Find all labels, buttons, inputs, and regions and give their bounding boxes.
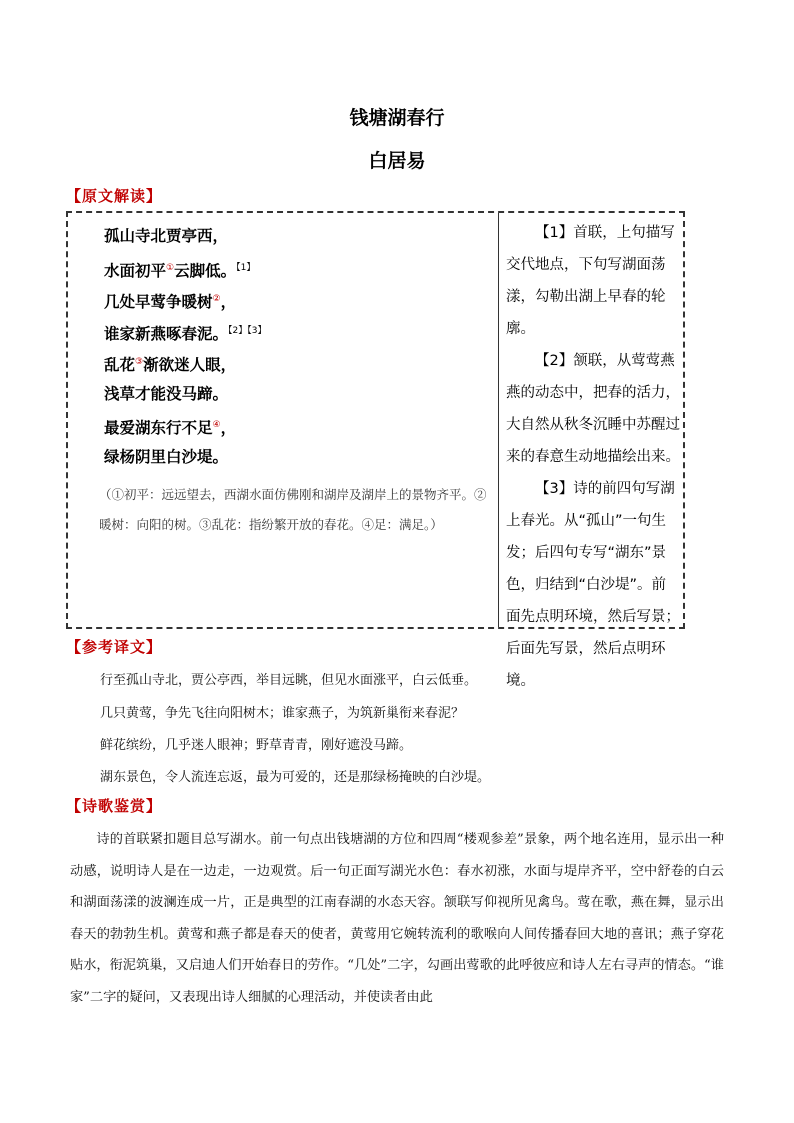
section-appreciation-label: 【诗歌鉴赏】 (66, 797, 163, 815)
poem-line-3: 几处早莺争暖树②， (104, 293, 237, 312)
poem-line-4: 谁家新燕啄春泥。$^{【2】【3】}$ (104, 324, 267, 343)
footnote-marker: ② (212, 294, 221, 304)
poem-author: 白居易 (368, 150, 426, 172)
poem-line-5: 乱花③渐欲迷人眼， (104, 356, 237, 375)
appreciation-paragraph: 诗的首联紧扣题目总写湖水。前一句点出钱塘湖的方位和四周“楼观参差”景象，两个地名连用，显示出一种动感，说明诗人是在一边走，一边观赏。后一句正面写湖光水色：春水初涨，水面与堤岸齐平，空中舒卷的白云和湖面荡漾的波澜连成一片，正是典型的江南春湖的水态天容。颔联写仰视所见禽鸟。莺在歌，燕在舞，显示出春天的勃勃生机。黄莺和燕子都是春天的使者，黄莺用它婉转流利的歌喉向人间传播春回大地的喜讯；燕子穿花贴水，衔泥筑巢，又启迪人们开始春日的劳作。“几处”二字，勾画出莺歌的此呼彼应和诗人左右寻声的情态。“谁家”二字的疑问，又表现出诗人细腻的心理活动，并使读者由此 (70, 832, 724, 1005)
poem-notes: （①初平：远远望去，西湖水面仿佛刚和湖岸及湖岸上的景物齐平。②暖树：向阳的树。③乱花：指纷繁开放的春花。④足：满足。） (99, 487, 487, 532)
footnote-marker: ① (166, 262, 175, 273)
footnote-marker: ③ (135, 357, 144, 367)
commentary-marker: 【1】 (236, 262, 256, 273)
section-translation-label: 【参考译文】 (66, 638, 163, 656)
translation-line-1: 行至孤山寺北，贾公亭西，举目远眺，但见水面涨平，白云低垂。 (100, 673, 478, 688)
poem-line-7: 最爱湖东行不足④， (104, 419, 237, 438)
translation-line-3: 鲜花缤纷，几乎迷人眼神；野草青青，刚好遮没马蹄。 (100, 738, 413, 753)
commentary-3: 【3】诗的前四句写湖上春光。从“孤山”一句生发；后四句专写“湖东”景色，归结到“白沙堤”。前面先点明环境，然后写景；后面先写景，然后点明环境。 (506, 481, 680, 689)
poem-line-6: 浅草才能没马蹄。 (104, 384, 229, 403)
commentary-marker: 【2】【3】 (228, 325, 267, 336)
commentary-2: 【2】颔联，从莺莺燕燕的动态中，把春的活力，大自然从秋冬沉睡中苏醒过来的春意生动地描绘出来。 (506, 353, 680, 465)
poem-line-1: 孤山寺北贾亭西， (104, 227, 229, 245)
commentary-1: 【1】首联，上句描写交代地点，下句写湖面荡漾，勾勒出湖上早春的轮廓。 (506, 225, 675, 337)
column-divider (498, 213, 499, 627)
poem-line-2: 水面初平①云脚低。$^{【1】}$ (104, 261, 256, 280)
commentary-column (506, 217, 680, 697)
poem-column (99, 221, 488, 540)
section-original-label: 【原文解读】 (66, 187, 163, 205)
poem-title: 钱塘湖春行 (349, 107, 445, 129)
translation-line-4: 湖东景色，令人流连忘返，最为可爱的，还是那绿杨掩映的白沙堤。 (100, 770, 491, 785)
translation-line-2: 几只黄莺，争先飞往向阳树木；谁家燕子，为筑新巢衔来春泥？ (100, 706, 465, 721)
footnote-marker: ④ (212, 420, 221, 430)
poem-line-8: 绿杨阴里白沙堤。 (104, 447, 229, 466)
